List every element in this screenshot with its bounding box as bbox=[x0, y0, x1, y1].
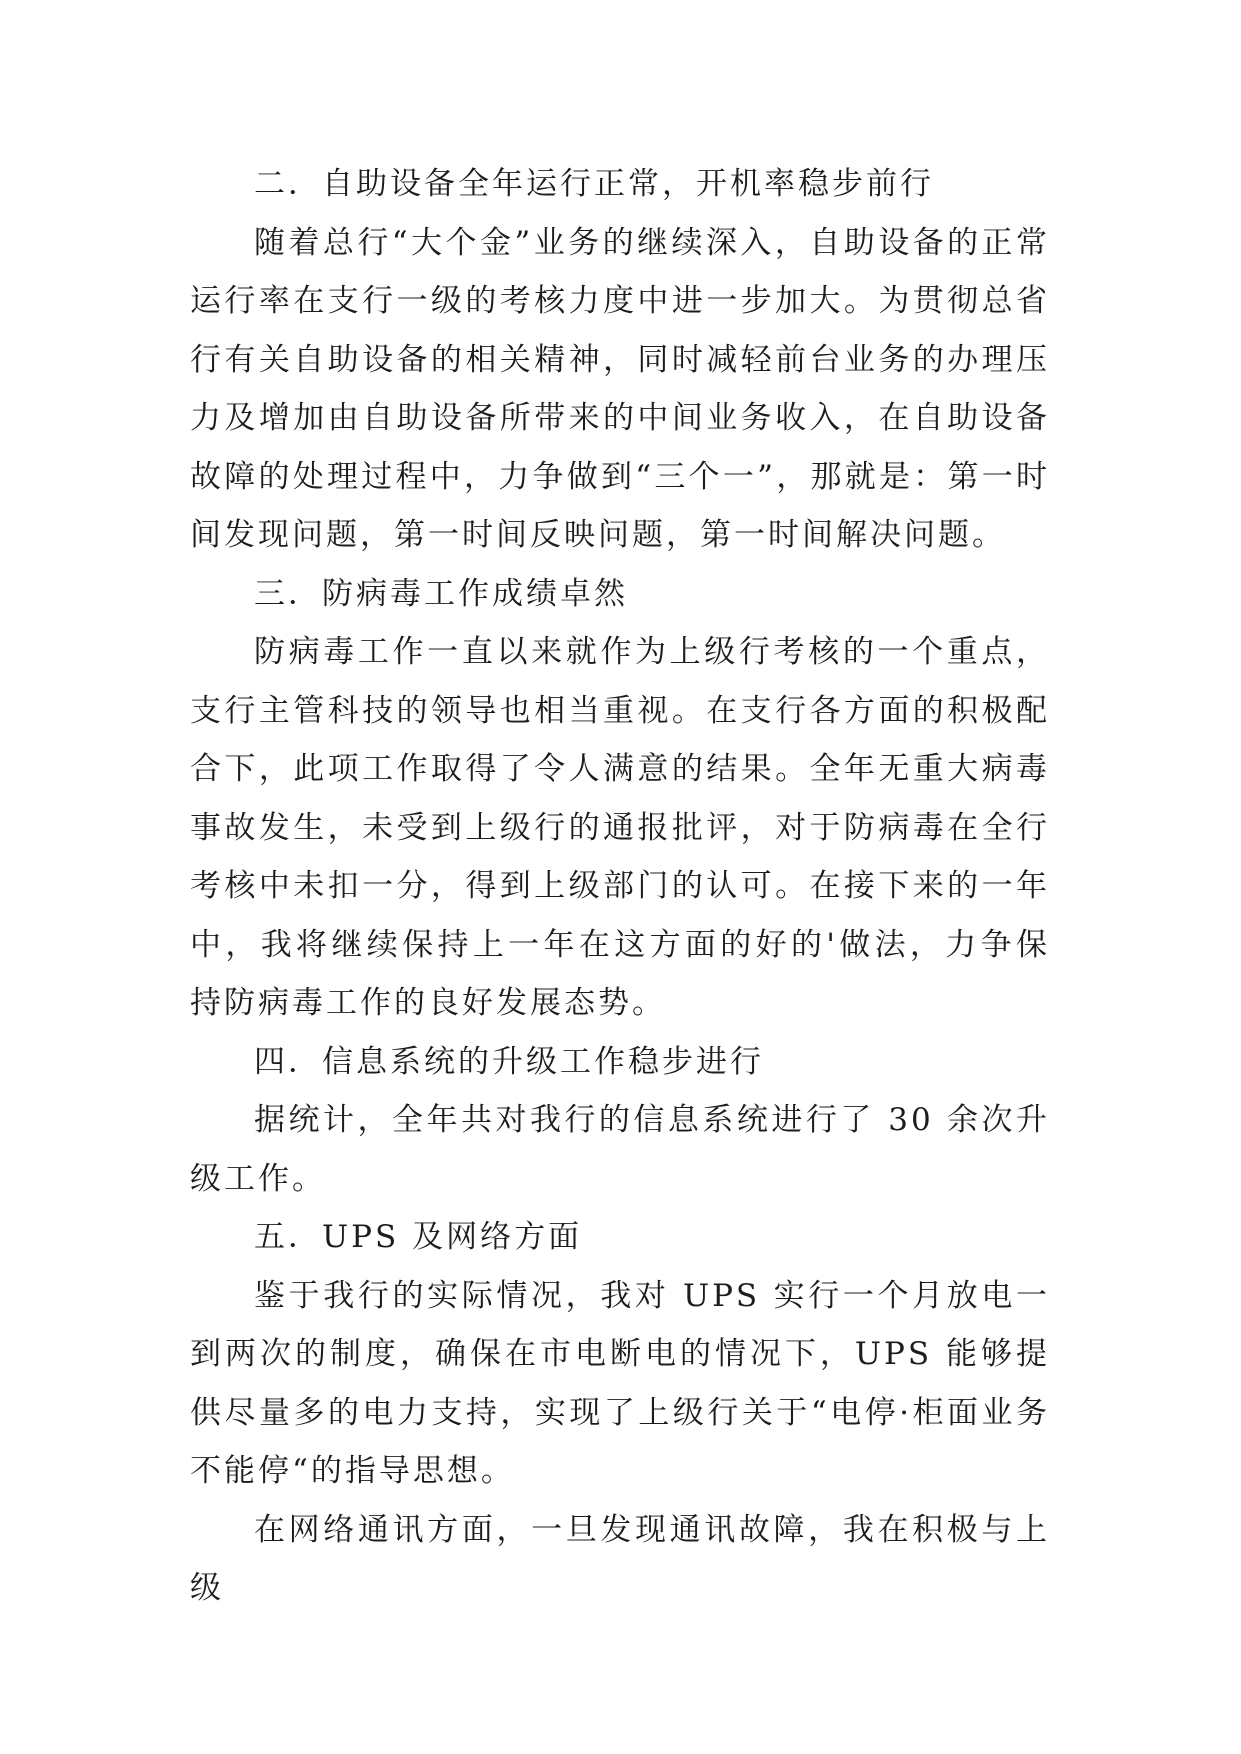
section-heading-4: 四．信息系统的升级工作稳步进行 bbox=[254, 1043, 764, 1080]
section-heading-2: 二．自助设备全年运行正常，开机率稳步前行 bbox=[254, 166, 934, 202]
document-body bbox=[190, 155, 1050, 1618]
section-heading-3: 三．防病毒工作成绩卓然 bbox=[254, 575, 628, 612]
section-heading-5: 五．UPS 及网络方面 bbox=[254, 1219, 583, 1255]
paragraph-system-upgrade: 据统计，全年共对我行的信息系统进行了 30 余次升级工作。 bbox=[190, 1102, 1050, 1197]
paragraph-antivirus: 防病毒工作一直以来就作为上级行考核的一个重点，支行主管科技的领导也相当重视。在支行各方面的积极配合下，此项工作取得了令人满意的结果。全年无重大病毒事故发生，未受到上级行的通报批评，对于防病毒在全行考核中未扣一分，得到上级部门的认可。在接下来的一年中，我将继续保持上一年在这方面的好的'做法，力争保持防病毒工作的良好发展态势。 bbox=[190, 634, 1050, 1021]
paragraph-self-service-devices: 随着总行“大个金”业务的继续深入，自助设备的正常运行率在支行一级的考核力度中进一步加大。为贯彻总省行有关自助设备的相关精神，同时减轻前台业务的办理压力及增加由自助设备所带来的中间业务收入，在自助设备故障的处理过程中，力争做到“三个一”，那就是：第一时间发现问题，第一时间反映问题，第一时间解决问题。 bbox=[190, 224, 1050, 553]
paragraph-ups: 鉴于我行的实际情况，我对 UPS 实行一个月放电一到两次的制度，确保在市电断电的情况下，UPS 能够提供尽量多的电力支持，实现了上级行关于“电停·柜面业务不能停“的指导思想。 bbox=[190, 1277, 1050, 1489]
paragraph-network: 在网络通讯方面，一旦发现通讯故障，我在积极与上级 bbox=[190, 1511, 1050, 1606]
